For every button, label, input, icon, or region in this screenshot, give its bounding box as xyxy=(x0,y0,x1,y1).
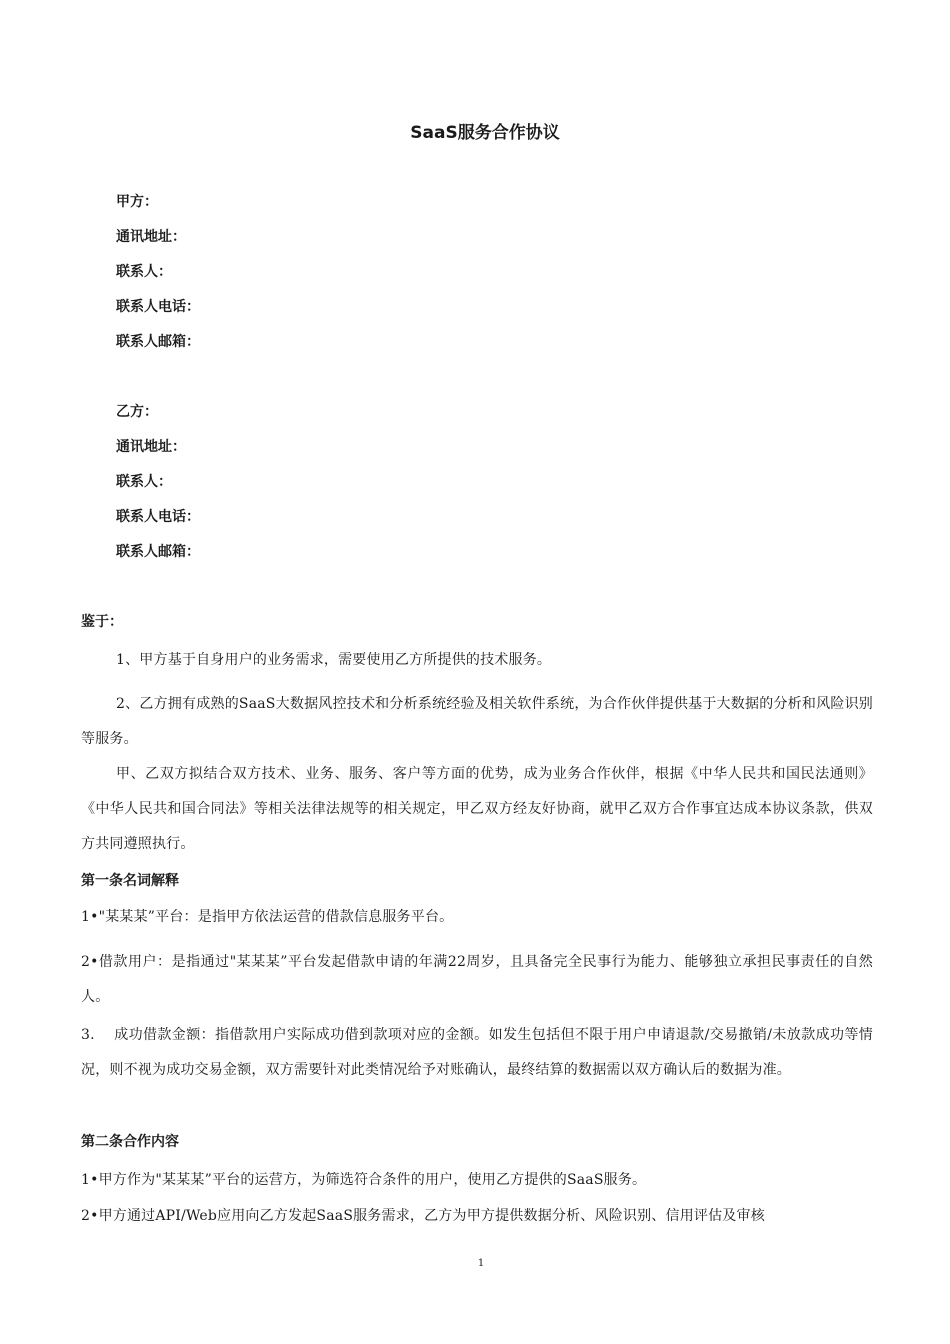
preamble-paragraph: 甲、乙双方拟结合双方技术、业务、服务、客户等方面的优势，成为业务合作伙伴，根据《中华人民共和国民法通则》《中华人民共和国合同法》等相关法律法规等的相关规定，甲乙双方经友好协商，就甲乙双方合作事宜达成本协议条款，供双方共同遵照执行。 xyxy=(81,766,873,852)
party-a-phone-label: 联系人电话： xyxy=(116,299,200,315)
article-2-item-2: 2•甲方通过API/Web应用向乙方发起SaaS服务需求，乙方为甲方提供数据分析、风险识别、信用评估及审核 xyxy=(81,1208,765,1224)
party-a-email-label: 联系人邮箱： xyxy=(116,334,200,350)
party-a-contact-label: 联系人： xyxy=(116,264,172,280)
party-b-name-label: 乙方： xyxy=(116,404,158,420)
article-2-heading: 第二条合作内容 xyxy=(81,1134,179,1150)
article-2-item-1: 1•甲方作为"某某某”平台的运营方，为筛选符合条件的用户，使用乙方提供的SaaS服务。 xyxy=(81,1172,647,1188)
article-1-item-3: 3. 成功借款金额：指借款用户实际成功借到款项对应的金额。如发生包括但不限于用户申请退款/交易撤销/未放款成功等情况，则不视为成功交易金额，双方需要针对此类情况给予对账确认，最终结算的数据需以双方确认后的数据为准。 xyxy=(81,1027,873,1078)
party-b-contact-label: 联系人： xyxy=(116,474,172,490)
page-number: 1 xyxy=(477,1258,485,1269)
party-b-email-label: 联系人邮箱： xyxy=(116,544,200,560)
whereas-item-1: 1、甲方基于自身用户的业务需求，需要使用乙方所提供的技术服务。 xyxy=(116,652,552,668)
article-1-item-2: 2•借款用户：是指通过"某某某”平台发起借款申请的年满22周岁，且具备完全民事行为能力、能够独立承担民事责任的自然人。 xyxy=(81,954,873,1005)
article-1-heading: 第一条名词解释 xyxy=(81,873,179,889)
article-1-item-1: 1•"某某某”平台：是指甲方依法运营的借款信息服务平台。 xyxy=(81,909,454,925)
whereas-item-2: 2、乙方拥有成熟的SaaS大数据风控技术和分析系统经验及相关软件系统，为合作伙伴提供基于大数据的分析和风险识别等服务。 xyxy=(81,696,873,747)
party-b-address-label: 通讯地址： xyxy=(116,439,186,455)
whereas-heading: 鉴于： xyxy=(81,614,123,630)
document-title: SaaS服务合作协议 xyxy=(410,123,560,143)
party-a-name-label: 甲方： xyxy=(116,194,158,210)
party-a-address-label: 通讯地址： xyxy=(116,229,186,245)
party-b-phone-label: 联系人电话： xyxy=(116,509,200,525)
